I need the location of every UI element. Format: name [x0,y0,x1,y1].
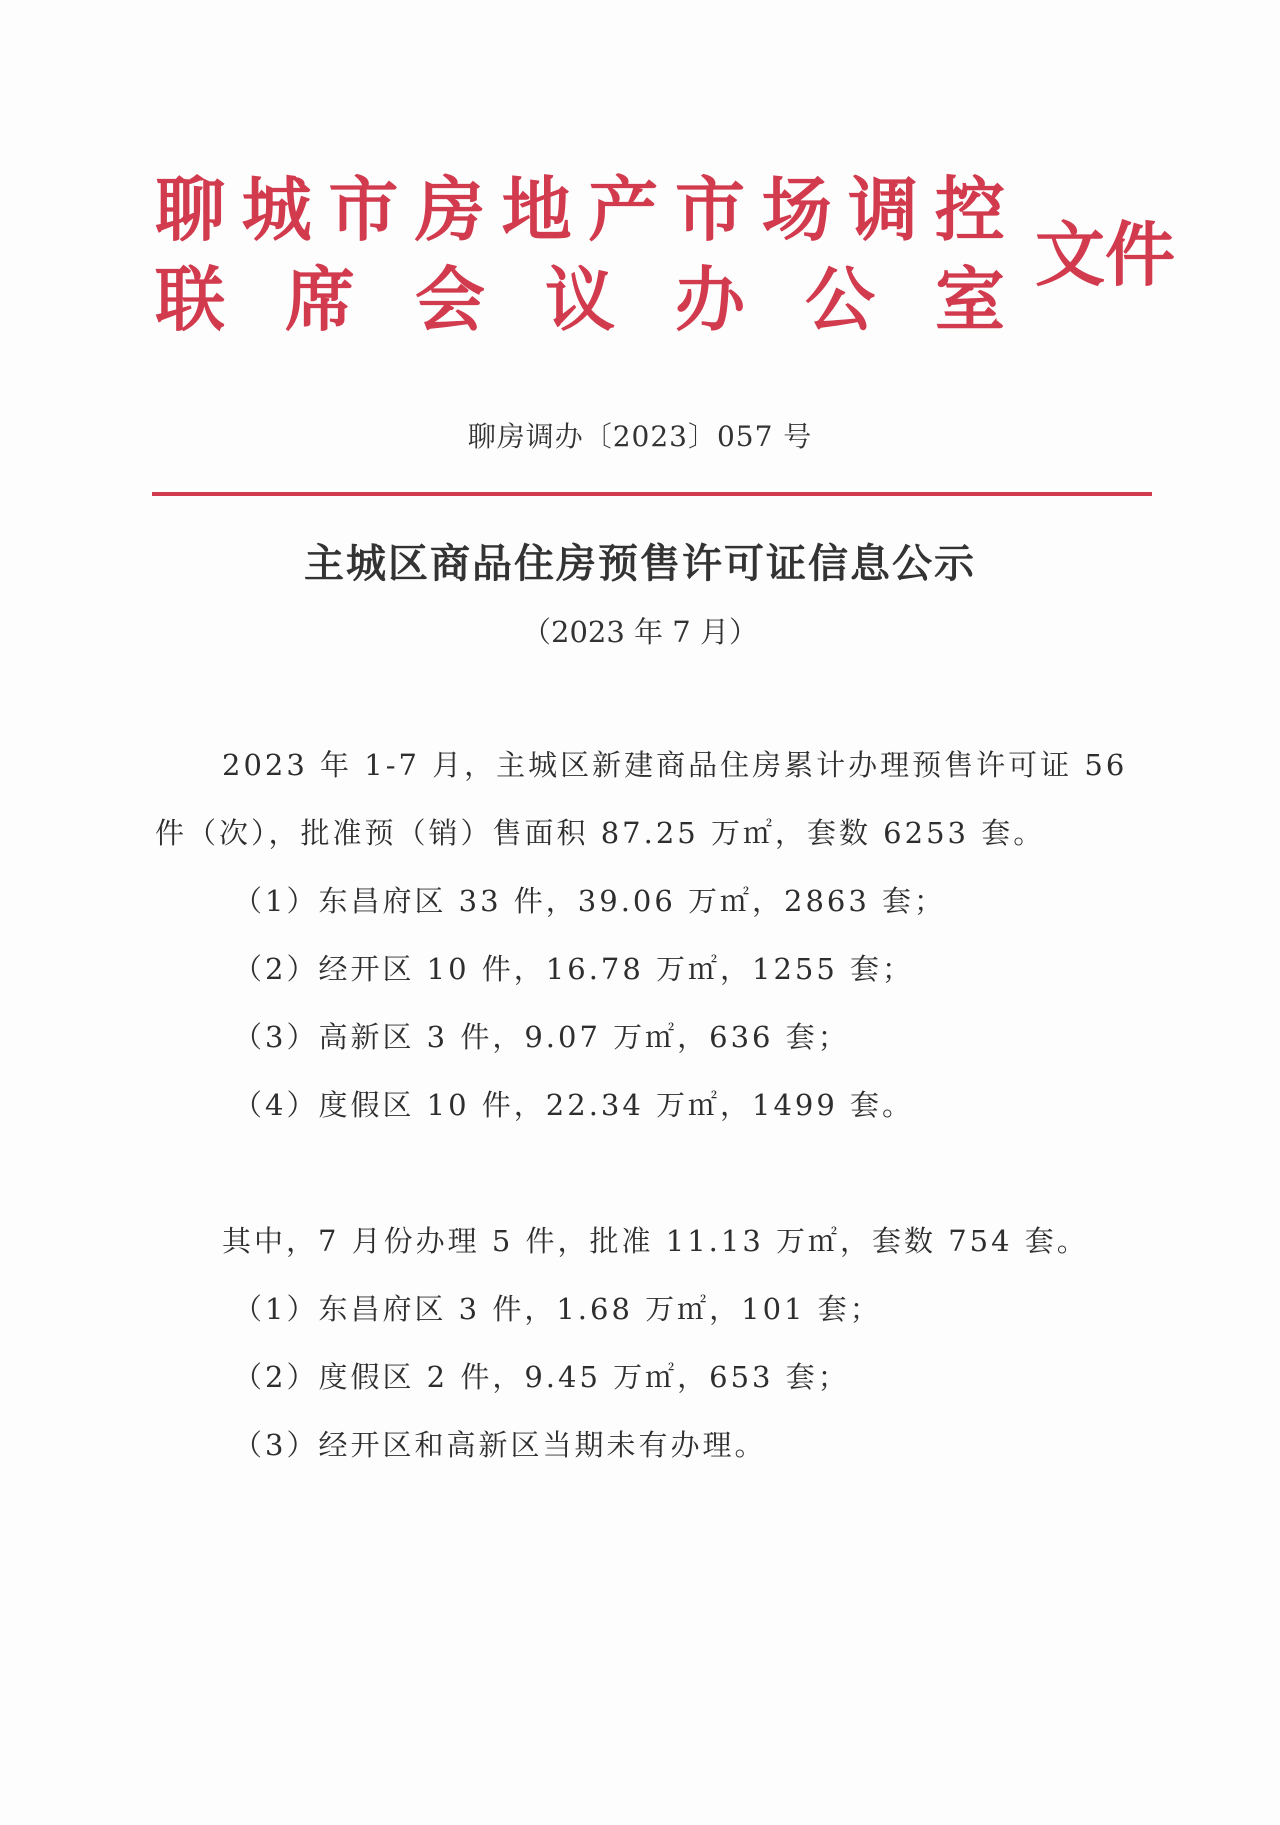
masthead-char: 联 [155,259,225,341]
document-title: 主城区商品住房预售许可证信息公示 [304,541,976,587]
masthead-char: 城 [241,169,312,251]
masthead-char: 市 [674,169,745,251]
paragraph-1-line-2: 件（次），批准预（销）售面积 87.25 万㎡，套数 6253 套。 [155,816,1046,850]
masthead-char: 席 [285,259,355,341]
masthead-char: 市 [328,169,399,251]
masthead-char: 产 [588,169,659,251]
list-item: （1）东昌府区 33 件，39.06 万㎡，2863 套； [233,884,947,918]
masthead-char: 场 [761,169,832,251]
masthead-char: 房 [414,169,485,251]
masthead-char: 室 [935,259,1005,341]
masthead-line-2 [155,260,1005,340]
masthead-char: 聊 [155,169,225,251]
masthead-suffix: 文件 [1035,214,1175,296]
masthead-char: 地 [501,169,572,251]
list-item: （4）度假区 10 件，22.34 万㎡，1499 套。 [233,1088,915,1122]
list-item: （2）经开区 10 件，16.78 万㎡，1255 套； [233,952,915,986]
masthead-char: 办 [675,259,745,341]
masthead-char: 会 [415,259,485,341]
list-item: （2）度假区 2 件，9.45 万㎡，653 套； [233,1360,850,1394]
list-item: （1）东昌府区 3 件，1.68 万㎡，101 套； [233,1292,882,1326]
masthead-line-1 [155,170,1005,250]
masthead-char: 公 [805,259,875,341]
masthead [155,169,1175,350]
document-number: 聊房调办〔2023〕057 号 [467,420,813,453]
paragraph-1-line-1: 2023 年 1-7 月，主城区新建商品住房累计办理预售许可证 56 [222,748,1128,782]
list-item: （3）高新区 3 件，9.07 万㎡，636 套； [233,1020,850,1054]
masthead-char: 控 [934,169,1005,251]
paragraph-2-line-1: 其中，7 月份办理 5 件，批准 11.13 万㎡，套数 754 套。 [222,1224,1089,1258]
red-divider [152,492,1152,496]
masthead-char: 议 [545,259,615,341]
document-date: （2023 年 7 月） [522,615,758,649]
list-item: （3）经开区和高新区当期未有办理。 [233,1428,767,1462]
masthead-char: 调 [848,169,919,251]
